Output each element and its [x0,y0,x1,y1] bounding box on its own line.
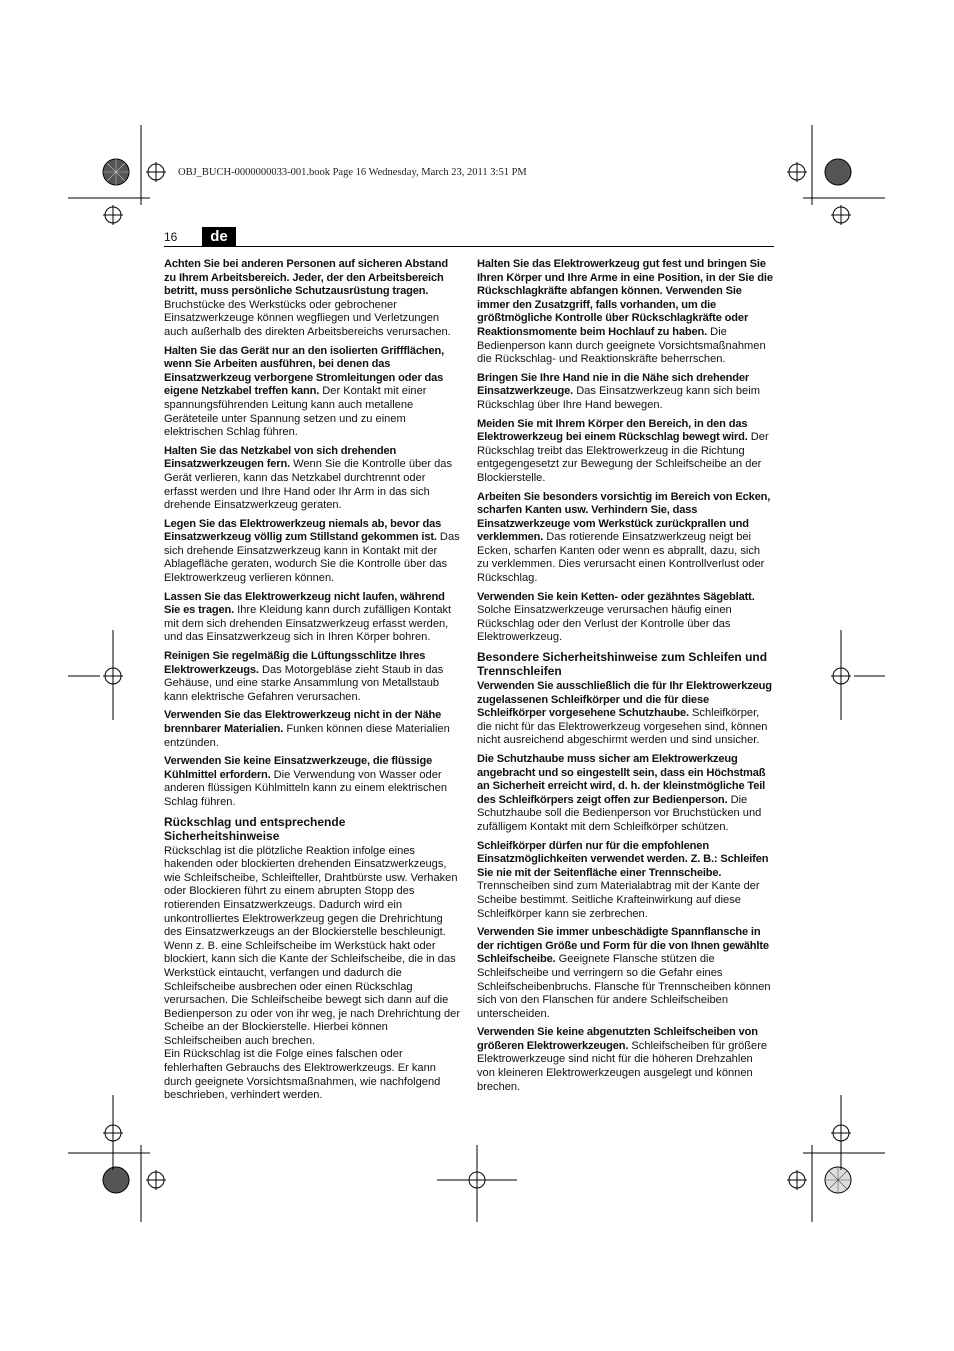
paragraph [477,491,773,586]
paragraph [164,258,460,340]
paragraph-text: Der Rückschlag treibt das Elektrowerkzeug in die Richtung entgegengesetzt zur Bewegung der Schleifscheibe an der Blockierstelle. [477,431,769,484]
page-number: 16 [164,230,178,244]
paragraph [477,753,773,835]
warning-lead: Verwenden Sie immer unbeschädigte Spannflansche in der richtigen Größe und Form für die von Ihnen gewählte Schleifscheibe. [477,926,769,966]
paragraph [164,345,460,440]
left-column [164,258,460,1103]
warning-lead: Schleifkörper dürfen nur für die empfohlenen Einsatzmöglichkeiten verwendet werden. Z. B.: Schleifen Sie nie mit der Seitenfläche einer Trennscheibe. [477,839,769,879]
rosette-icon [103,159,129,185]
header-rule [164,246,774,247]
paragraph [477,1026,773,1094]
warning-lead: Halten Sie das Gerät nur an den isolierten Griffflächen, wenn Sie Arbeiten ausführen, bei denen das Einsatzwerkzeug verborgene Stromleitungen oder das eigene Netzkabel treffen kann. [164,344,445,398]
warning-lead: Arbeiten Sie besonders vorsichtig im Bereich von Ecken, scharfen Kanten usw. Verhindern Sie, dass Einsatzwerkzeuge vom Werkstück zurückprallen und verklemmen. [477,490,771,544]
paragraph-text: Das Motorgebläse zieht Staub in das Gehäuse, und eine starke Ansammlung von Metallstaub kann elektrische Gefahren verursachen. [164,663,444,703]
warning-lead: Legen Sie das Elektrowerkzeug niemals ab, bevor das Einsatzwerkzeug völlig zum Stillstand gekommen ist. [164,517,442,544]
right-column [477,258,773,1099]
paragraph-text: Ihre Kleidung kann durch zufälligen Kontakt mit dem sich drehenden Einsatzwerkzeug erfasst werden, und das Einsatzwerkzeug sich in Ihren Körper bohren. [164,604,452,644]
paragraph-text: Solche Einsatzwerkzeuge verursachen häufig einen Rückschlag oder den Verlust der Kontrolle über das Elektrowerkzeug. [477,604,732,644]
paragraph [477,680,773,748]
paragraph [164,755,460,809]
paragraph-text: Das Einsatzwerkzeug kann sich beim Rückschlag über Ihre Hand bewegen. [477,385,760,411]
paragraph-text: Das sich drehende Einsatzwerkzeug kann in Kontakt mit der Ablagefläche geraten, wodurch Sie die Kontrolle über das Elektrowerkzeug verlieren können. [164,531,460,585]
paragraph-text: Die Bedienperson kann durch geeignete Vorsichtsmaßnahmen die Rückschlag- und Reaktionskräfte beherrschen. [477,325,766,366]
paragraph-text: Die Schutzhaube soll die Bedienperson vor Bruchstücken und zufälligem Kontakt mit dem Schleifkörper schützen. [477,793,762,833]
paragraph-text: Das rotierende Einsatzwerkzeug neigt bei Ecken, scharfen Kanten oder wenn es abprallt, dazu, sich zu verklemmen. Dies verursacht einen Kontrollverlust oder Rückschlag. [477,531,765,585]
paragraph-text: Wenn Sie die Kontrolle über das Gerät verlieren, kann das Netzkabel durchtrennt oder erfasst werden und Ihre Hand oder Ihr Arm in das sich drehende Einsatzwerkzeug geraten. [164,458,453,512]
warning-lead: Lassen Sie das Elektrowerkzeug nicht laufen, während Sie es tragen. [164,590,445,617]
warning-lead: Verwenden Sie ausschließlich die für Ihr Elektrowerkzeug zugelassenen Schleifkörper und die für diese Schleifkörper vorgesehene Schutzhaube. [477,680,772,720]
paragraph-text: Geeignete Flansche stützen die Schleifscheibe und verringern so die Gefahr eines Schleifscheibenbruchs. Flansche für Trennscheiben können sich von den Flanschen für andere Schleifscheiben unterscheiden. [477,953,771,1020]
paragraph-text: Schleifscheiben für größere Elektrowerkzeuge sind nicht für die höheren Drehzahlen von kleineren Elektrowerkzeugen ausgelegt und können brechen. [477,1039,768,1093]
body-text: Ein Rückschlag ist die Folge eines falschen oder fehlerhaften Gebrauchs des Elektrowerkzeugs. Er kann durch geeignete Vorsichtsmaßnahmen, wie nachfolgend beschrieben, verhindert werden. [164,1048,441,1102]
warning-lead: Verwenden Sie kein Ketten- oder gezähntes Sägeblatt. [477,590,755,603]
paragraph [164,445,460,513]
paragraph [164,709,460,750]
paragraph [477,418,773,486]
paragraph-text: Der Kontakt mit einer spannungsführenden Leitung kann auch metallene Geräteteile unter Spannung setzen und zu einem elektrischen Schlag führen. [164,385,427,439]
rosette-icon [825,159,851,185]
warning-lead: Verwenden Sie keine Einsatzwerkzeuge, die flüssige Kühlmittel erfordern. [164,755,433,781]
paragraph-text: Schleifkörper, die nicht für das Elektrowerkzeug vorgesehen sind, können nicht ausreichend abgeschirmt werden und sind unsicher. [477,707,768,747]
body-text: Wenn z. B. eine Schleifscheibe im Werkstück hakt oder blockiert, kann sich die Kante der Schleifscheibe, die in das Werkstück eintaucht, verfangen und dadurch die Schleifscheibe ausbrechen oder einen Rückschlag verursachen. Die Schleifscheibe bewegt sich dann auf die Bedienperson zu oder von ihr weg, je nach Drehrichtung der Scheibe an der Blockierstelle. Hierbei können Schleifscheiben auch brechen. [164,939,461,1047]
warning-lead: Verwenden Sie keine abgenutzten Schleifscheiben von größeren Elektrowerkzeugen. [477,1026,758,1052]
paragraph-text: Bruchstücke des Werkstücks oder gebrochener Einsatzwerkzeuge können wegfliegen und Verletzungen auch außerhalb des direkten Arbeitsbereichs verursachen. [164,298,451,338]
paragraph-text: Funken können diese Materialien entzünden. [164,723,450,749]
paragraph [164,518,460,586]
paragraph-text: Trennscheiben sind zum Materialabtrag mit der Kante der Scheibe bestimmt. Seitliche Krafteinwirkung auf diese Schleifkörper kann sie zerbrechen. [477,880,760,920]
warning-lead: Reinigen Sie regelmäßig die Lüftungsschlitze Ihres Elektrowerkzeugs. [164,650,426,676]
paragraph [477,591,773,645]
paragraph [477,926,773,1021]
rosette-icon [103,1167,129,1193]
paragraph [164,591,460,645]
page-header [164,227,774,249]
paragraph [477,372,773,413]
warning-lead: Die Schutzhaube muss sicher am Elektrowerkzeug angebracht und so eingestellt sein, dass ein Höchstmaß an Sicherheit erreicht wird, d. h. der kleinstmögliche Teil des Schleifkörpers zeigt offen zur Bedienperson. [477,753,766,806]
warning-lead: Achten Sie bei anderen Personen auf sicheren Abstand zu Ihrem Arbeitsbereich. Jeder, der den Arbeitsbereich betritt, muss persönliche Schutzausrüstung tragen. [164,258,449,298]
book-meta-line: OBJ_BUCH-0000000033-001.book Page 16 Wednesday, March 23, 2011 3:51 PM [178,167,527,178]
paragraph [477,840,773,922]
rosette-icon [825,1167,851,1193]
language-tab: de [202,227,236,246]
body-text: Rückschlag ist die plötzliche Reaktion infolge eines hakenden oder blockierten drehenden Einsatzwerkzeugs, wie Schleifscheibe, Schleifteller, Drahtbürste usw. Verhaken oder Blockieren führt zu einem abrupten Stopp des rotierenden Einsatzwerkzeugs. Dadurch wird ein unkontrolliertes Elektrowerkzeug gegen die Drehrichtung des Einsatzwerkzeugs an der Blockierstelle beschleunigt. [164,844,458,939]
section-heading: Rückschlag und entsprechende Sicherheitshinweise [164,814,346,843]
section-heading: Besondere Sicherheitshinweise zum Schleifen und Trennschleifen [477,650,768,679]
warning-lead: Meiden Sie mit Ihrem Körper den Bereich, in den das Elektrowerkzeug bei einem Rückschlag bewegt wird. [477,417,748,444]
paragraph [477,258,773,367]
warning-lead: Halten Sie das Elektrowerkzeug gut fest und bringen Sie Ihren Körper und Ihre Arme in eine Position, in der Sie die Rückschlagkräfte abfangen können. Verwenden Sie immer den Zusatzgriff, falls vorhanden, um die größtmögliche Kontrolle über Rückschlagkräfte oder Reaktionsmomente beim Hochlauf zu haben. [477,258,773,338]
paragraph [164,650,460,704]
warning-lead: Bringen Sie Ihre Hand nie in die Nähe sich drehender Einsatzwerkzeuge. [477,371,750,398]
warning-lead: Verwenden Sie das Elektrowerkzeug nicht in der Nähe brennbarer Materialien. [164,709,442,735]
warning-lead: Halten Sie das Netzkabel von sich drehenden Einsatzwerkzeugen fern. [164,444,397,471]
paragraph-text: Die Verwendung von Wasser oder anderen flüssigen Kühlmitteln kann zu einem elektrischen Schlag führen. [164,768,448,808]
